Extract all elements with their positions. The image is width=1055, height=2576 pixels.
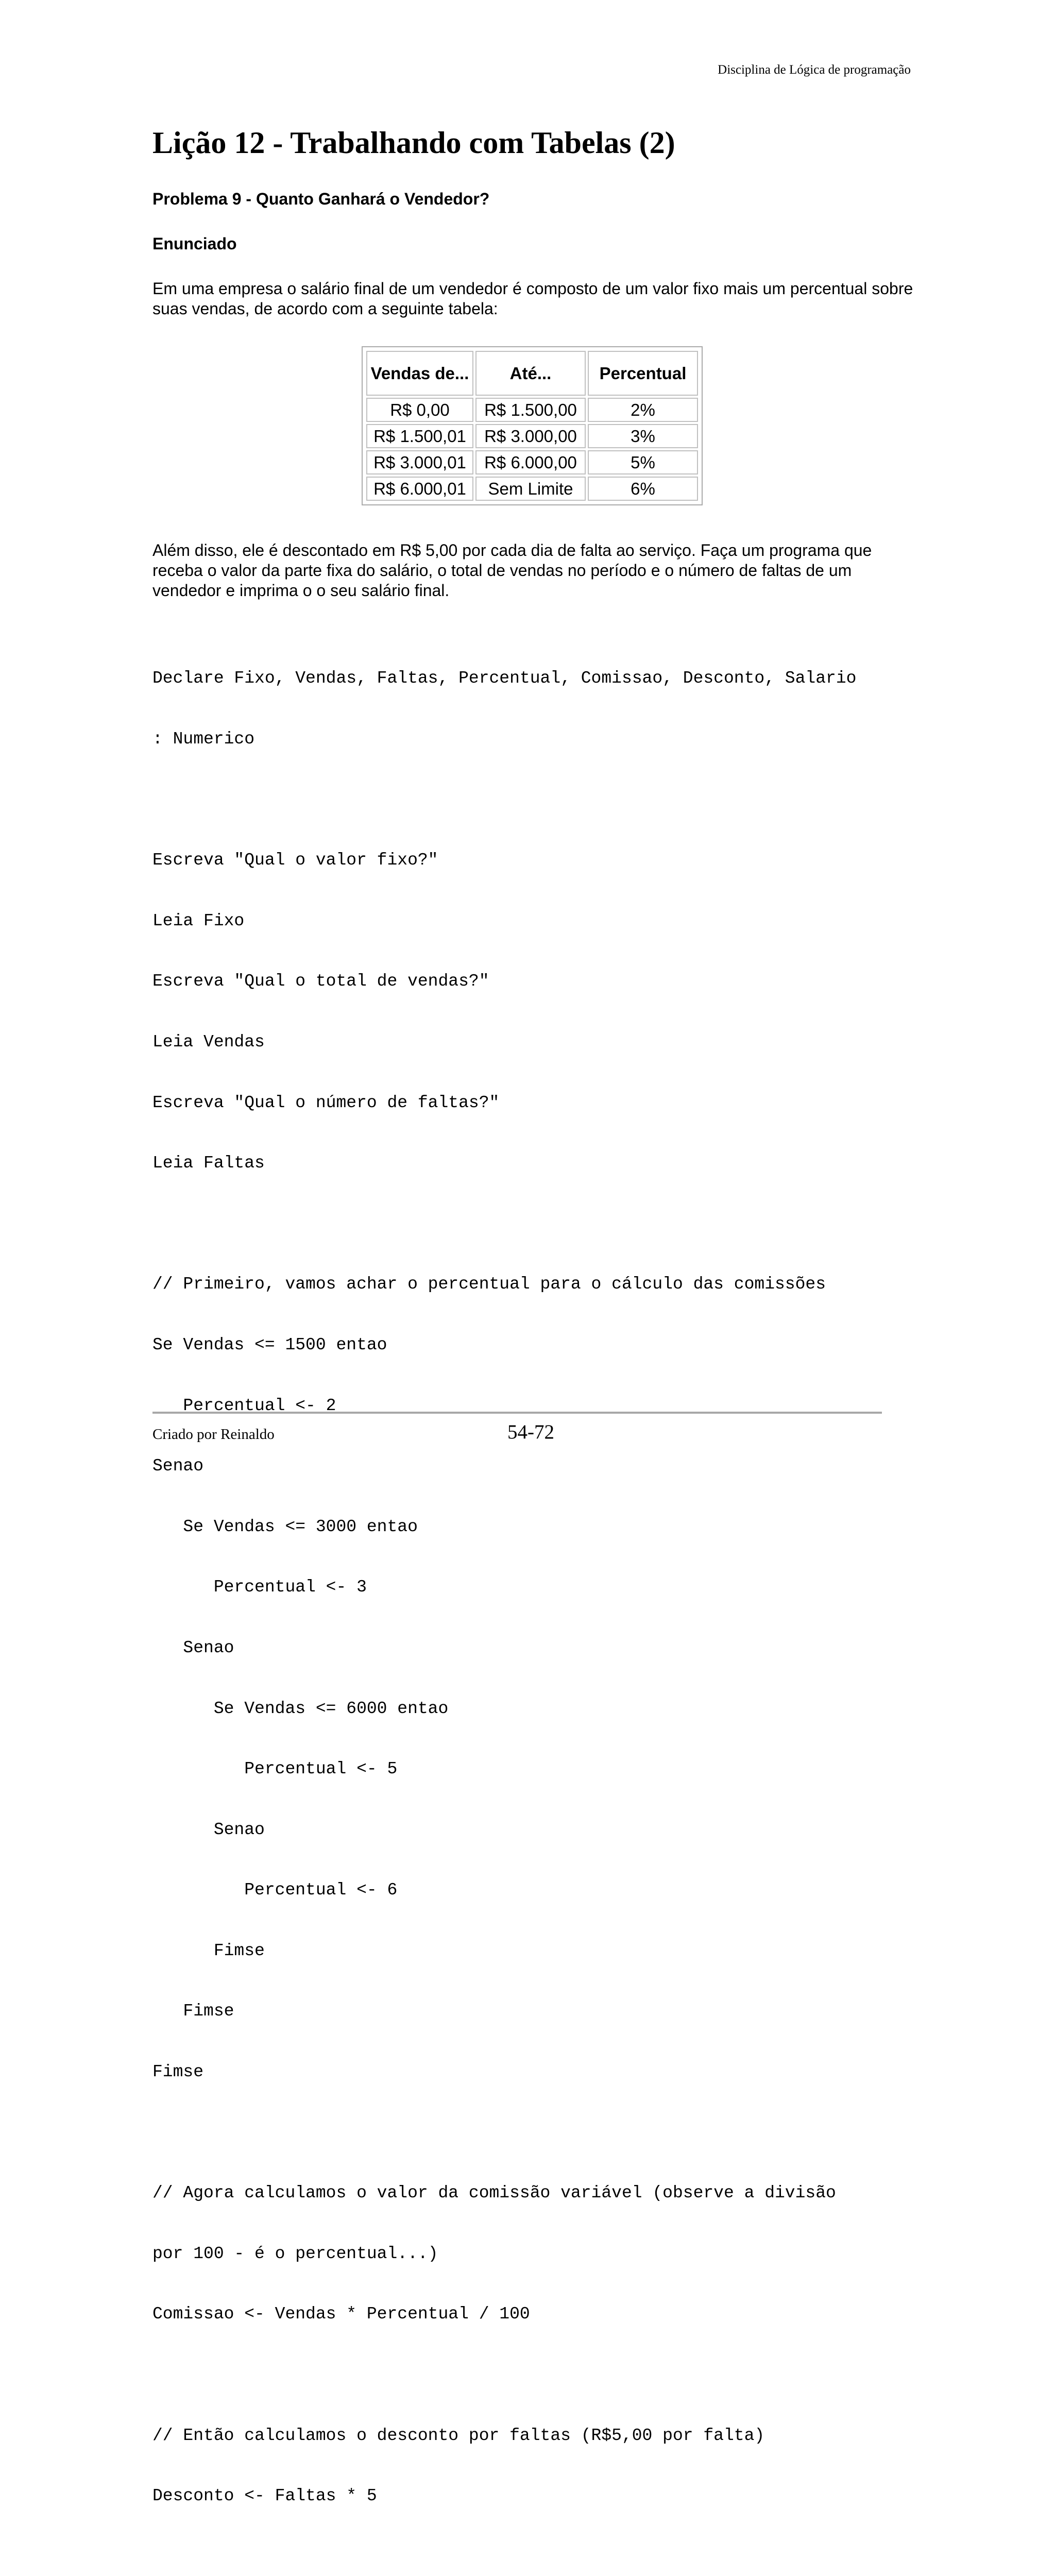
code-line: Desconto <- Faltas * 5 (152, 2486, 377, 2506)
code-line (152, 2123, 856, 2143)
code-line: Percentual <- 3 (152, 1578, 367, 1597)
table-cell: 5% (588, 450, 698, 474)
table-cell: R$ 6.000,00 (475, 450, 586, 474)
page-number: 54-72 (507, 1421, 554, 1443)
code-line: Leia Faltas (152, 1154, 265, 1173)
code-line: Se Vendas <= 1500 entao (152, 1335, 387, 1354)
code-line: Senao (152, 1820, 265, 1839)
table-cell: 6% (588, 477, 698, 501)
footer-divider (152, 1412, 882, 1414)
table-row (366, 398, 698, 422)
header-course: Disciplina de Lógica de programação (718, 63, 911, 77)
code-line: Escreva "Qual o total de vendas?" (152, 972, 489, 991)
code-line: // Agora calculamos o valor da comissão variável (observe a divisão (152, 2183, 836, 2203)
code-line: Senao (152, 1638, 234, 1657)
code-line: Se Vendas <= 6000 entao (152, 1699, 449, 1718)
code-line: Fimse (152, 2002, 234, 2021)
code-line: Leia Vendas (152, 1032, 265, 1052)
code-line: // Primeiro, vamos achar o percentual para o cálculo das comissões (152, 1275, 826, 1294)
intro-paragraph: Em uma empresa o salário final de um vendedor é composto de um valor fixo mais um percentual sobre suas vendas, de acordo com a seguinte tabela: (152, 279, 913, 318)
code-line (152, 2365, 856, 2385)
second-paragraph: Além disso, ele é descontado em R$ 5,00 por cada dia de falta ao serviço. Faça um programa que receba o valor da parte fixa do salário, o total de vendas no período e o número de faltas de um vendedor e imprima o o seu salário final. (152, 541, 872, 600)
table-cell: R$ 3.000,01 (366, 450, 473, 474)
page-title: Lição 12 - Trabalhando com Tabelas (2) (152, 126, 675, 160)
table-cell: R$ 1.500,01 (366, 424, 473, 448)
table-cell: 3% (588, 424, 698, 448)
code-line: : Numerico (152, 730, 255, 749)
code-line: Comissao <- Vendas * Percentual / 100 (152, 2304, 530, 2324)
table-cell: R$ 6.000,01 (366, 477, 473, 501)
code-line: Escreva "Qual o número de faltas?" (152, 1093, 500, 1112)
section-title: Enunciado (152, 234, 237, 253)
table-header-row (366, 351, 698, 396)
code-line (152, 790, 856, 810)
code-line: Percentual <- 6 (152, 1880, 398, 1900)
table-cell: R$ 0,00 (366, 398, 473, 422)
code-line: Fimse (152, 2062, 204, 2082)
code-line (152, 2547, 856, 2567)
code-line: Leia Fixo (152, 911, 245, 930)
code-line: Fimse (152, 1941, 265, 1960)
table-row (366, 424, 698, 448)
code-line: Declare Fixo, Vendas, Faltas, Percentual, Comissao, Desconto, Salario (152, 669, 857, 688)
table-cell: Sem Limite (475, 477, 586, 501)
code-line (152, 1214, 856, 1234)
code-line: Percentual <- 2 (152, 1396, 336, 1415)
table-header-cell: Vendas de... (366, 351, 473, 396)
code-line: Senao (152, 1456, 204, 1476)
footer-author: Criado por Reinaldo (152, 1426, 275, 1443)
table-row (366, 450, 698, 474)
table-header-cell: Até... (475, 351, 586, 396)
commission-table (362, 346, 703, 505)
table-header-cell: Percentual (588, 351, 698, 396)
table-row (366, 477, 698, 501)
problem-title: Problema 9 - Quanto Ganhará o Vendedor? (152, 190, 490, 208)
code-block (152, 628, 856, 2576)
code-line: Percentual <- 5 (152, 1759, 398, 1779)
table-cell: R$ 1.500,00 (475, 398, 586, 422)
table-cell: R$ 3.000,00 (475, 424, 586, 448)
code-line: Se Vendas <= 3000 entao (152, 1517, 418, 1536)
code-line: Escreva "Qual o valor fixo?" (152, 851, 438, 870)
table-cell: 2% (588, 398, 698, 422)
code-line: por 100 - é o percentual...) (152, 2244, 438, 2263)
code-line: // Então calculamos o desconto por faltas (R$5,00 por falta) (152, 2426, 765, 2445)
